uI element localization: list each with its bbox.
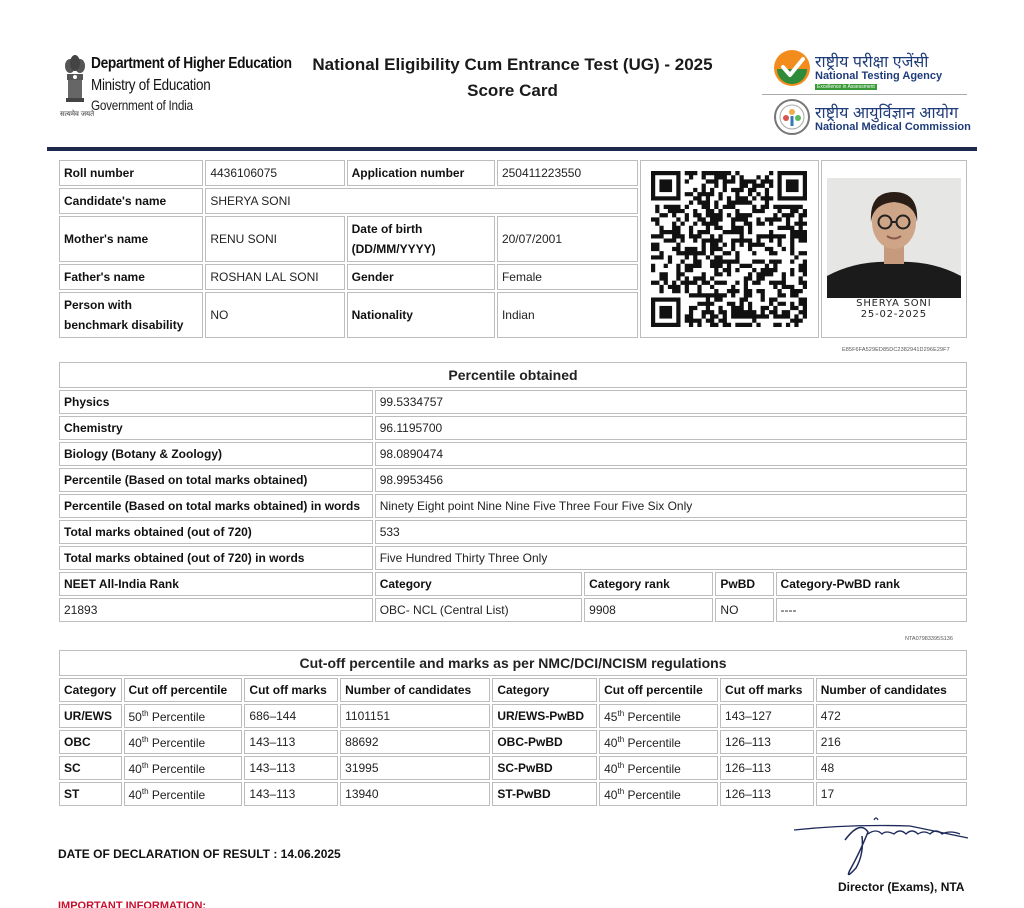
nmc-hindi-name: राष्ट्रीय आयुर्विज्ञान आयोग: [815, 105, 959, 122]
nta-hindi-name: राष्ट्रीय परीक्षा एजेंसी: [815, 54, 929, 71]
page-header: [0, 0, 1024, 152]
percentile-table: [57, 360, 969, 624]
mother-name-value: RENU SONI: [205, 216, 344, 262]
cutoff-category: SC: [59, 756, 122, 780]
cutoff-column-header: Cut off marks: [720, 678, 814, 702]
percentile-number: 40: [128, 787, 142, 802]
cutoff-pwbd-percentile: [599, 704, 718, 728]
cutoff-category: OBC: [59, 730, 122, 754]
cutoff-candidates: 88692: [340, 730, 490, 754]
ordinal-suffix: th: [141, 734, 149, 744]
cutoff-pwbd-marks: 143–127: [720, 704, 814, 728]
pwbd-header: PwBD: [715, 572, 773, 596]
percentile-word: Percentile: [148, 761, 206, 776]
percentile-word: Percentile: [624, 709, 681, 724]
cutoff-marks: 143–113: [244, 782, 338, 806]
category-rank-value: 9908: [584, 598, 713, 622]
table-row: [59, 546, 967, 570]
percentile-word: Percentile: [624, 735, 681, 750]
dob-value: 20/07/2001: [497, 216, 638, 262]
pwbd-value: NO: [715, 598, 773, 622]
declaration-date: DATE OF DECLARATION OF RESULT : 14.06.2025: [58, 847, 341, 861]
ordinal-suffix: th: [141, 708, 149, 718]
cutoff-pwbd-marks: 126–113: [720, 756, 814, 780]
photo-caption-date: 25-02-2025: [860, 309, 927, 320]
ordinal-suffix: th: [141, 786, 149, 796]
percentile-number: 40: [128, 761, 142, 776]
application-value: 250411223550: [497, 160, 638, 186]
percentile-word: Percentile: [148, 787, 206, 802]
nmc-english-name: National Medical Commission: [815, 121, 971, 133]
total-marks-words-value: Five Hundred Thirty Three Only: [375, 546, 967, 570]
table-row: [59, 572, 967, 596]
table-row: [59, 160, 967, 186]
dob-label: Date of birth (DD/MM/YYYY): [347, 216, 495, 262]
cutoff-column-header: Category: [492, 678, 597, 702]
cutoff-candidates: 13940: [340, 782, 490, 806]
ordinal-suffix: th: [617, 734, 625, 744]
cutoff-column-header: Cut off percentile: [599, 678, 718, 702]
roll-label: Roll number: [59, 160, 203, 186]
percentile-heading: Percentile obtained: [59, 362, 967, 388]
ordinal-suffix: th: [617, 786, 625, 796]
title-line-2: Score Card: [467, 81, 558, 100]
table-row: [59, 782, 967, 806]
qr-code-cell: [640, 160, 818, 338]
physics-label: Physics: [59, 390, 373, 414]
table-row: [59, 362, 967, 388]
cutoff-pwbd-percentile: [599, 730, 718, 754]
cutoff-column-header: Number of candidates: [340, 678, 490, 702]
physics-value: 99.5334757: [375, 390, 967, 414]
national-emblem-icon: [62, 52, 88, 116]
total-marks-label: Total marks obtained (out of 720): [59, 520, 373, 544]
table-row: [59, 730, 967, 754]
nta-tagline: Excellence in Assessment: [817, 84, 875, 90]
cutoff-pwbd-marks: 126–113: [720, 730, 814, 754]
cutoff-pwbd-category: UR/EWS-PwBD: [492, 704, 597, 728]
cutoff-marks: 686–144: [244, 704, 338, 728]
father-name-value: ROSHAN LAL SONI: [205, 264, 344, 290]
department-name: [91, 56, 324, 112]
dept-line-3: Government of India: [91, 97, 193, 113]
cutoff-category: UR/EWS: [59, 704, 122, 728]
cutoff-pwbd-candidates: 17: [816, 782, 967, 806]
candidate-details-table: [57, 158, 969, 340]
table-row: [59, 416, 967, 440]
cutoff-heading: Cut-off percentile and marks as per NMC/DCI/NCISM regulations: [59, 650, 967, 676]
chemistry-value: 96.1195700: [375, 416, 967, 440]
gender-value: Female: [497, 264, 638, 290]
table-row: [59, 520, 967, 544]
percentile-word: Percentile: [624, 787, 681, 802]
cutoff-pwbd-category: SC-PwBD: [492, 756, 597, 780]
cutoff-marks: 143–113: [244, 756, 338, 780]
cutoff-table: [57, 648, 969, 808]
cutoff-pwbd-candidates: 216: [816, 730, 967, 754]
candidate-name-value: SHERYA SONI: [205, 188, 638, 214]
table-row: [59, 650, 967, 676]
cutoff-column-header: Cut off percentile: [124, 678, 243, 702]
ordinal-suffix: th: [141, 760, 149, 770]
cutoff-column-header: Category: [59, 678, 122, 702]
dept-line-1: Department of Higher Education: [91, 55, 292, 72]
header-divider: [762, 94, 967, 95]
cutoff-pwbd-marks: 126–113: [720, 782, 814, 806]
nta-logo-icon: [773, 49, 811, 87]
director-signature: [790, 812, 970, 882]
category-pwbd-rank-header: Category-PwBD rank: [776, 572, 967, 596]
total-marks-words-label: Total marks obtained (out of 720) in words: [59, 546, 373, 570]
cutoff-pwbd-candidates: 48: [816, 756, 967, 780]
cutoff-percentile: [124, 730, 243, 754]
qr-code-icon: [651, 171, 807, 327]
percentile-number: 40: [604, 761, 618, 776]
table-row: [59, 756, 967, 780]
application-label: Application number: [347, 160, 495, 186]
pwbd-value: NO: [205, 292, 344, 338]
table-row: [59, 468, 967, 492]
table-row: [59, 442, 967, 466]
category-rank-header: Category rank: [584, 572, 713, 596]
cutoff-percentile: [124, 756, 243, 780]
cutoff-pwbd-category: ST-PwBD: [492, 782, 597, 806]
percentile-number: 50: [128, 709, 142, 724]
table-row: [59, 494, 967, 518]
cutoff-pwbd-candidates: 472: [816, 704, 967, 728]
percentile-word: Percentile: [148, 735, 206, 750]
category-value: OBC- NCL (Central List): [375, 598, 582, 622]
nationality-value: Indian: [497, 292, 638, 338]
cutoff-pwbd-category: OBC-PwBD: [492, 730, 597, 754]
photo-cell: [821, 160, 967, 338]
percentile-number: 40: [604, 735, 618, 750]
nmc-logo-icon: [773, 98, 811, 136]
dept-line-2: Ministry of Education: [91, 77, 211, 94]
cutoff-pwbd-percentile: [599, 782, 718, 806]
important-information-heading: IMPORTANT INFORMATION:: [58, 900, 207, 908]
biology-label: Biology (Botany & Zoology): [59, 442, 373, 466]
page-title: [300, 52, 725, 104]
ordinal-suffix: th: [617, 760, 625, 770]
table-row: [59, 678, 967, 702]
father-name-label: Father's name: [59, 264, 203, 290]
total-percentile-label: Percentile (Based on total marks obtained): [59, 468, 373, 492]
title-line-1: National Eligibility Cum Entrance Test (UG) - 2025: [312, 55, 713, 74]
emblem-caption: सत्यमेव जयते: [60, 111, 95, 118]
cutoff-percentile: [124, 704, 243, 728]
cutoff-candidates: 31995: [340, 756, 490, 780]
photo-caption-name: SHERYA SONI: [856, 298, 932, 309]
category-header: Category: [375, 572, 582, 596]
ordinal-suffix: th: [617, 708, 625, 718]
director-title: Director (Exams), NTA: [838, 880, 965, 894]
cutoff-percentile: [124, 782, 243, 806]
percentile-number: 40: [604, 787, 618, 802]
nta-english-name: National Testing Agency: [815, 70, 943, 82]
reference-code: NTA07983395S136: [905, 636, 953, 642]
gender-label: Gender: [347, 264, 495, 290]
candidate-photo: [827, 178, 961, 298]
cutoff-candidates: 1101151: [340, 704, 490, 728]
cutoff-category: ST: [59, 782, 122, 806]
cutoff-column-header: Number of candidates: [816, 678, 967, 702]
table-row: [59, 598, 967, 622]
total-percentile-words-label: Percentile (Based on total marks obtained) in words: [59, 494, 373, 518]
cutoff-column-header: Cut off marks: [244, 678, 338, 702]
table-row: [59, 704, 967, 728]
nationality-label: Nationality: [347, 292, 495, 338]
pwbd-label: Person with benchmark disability: [59, 292, 203, 338]
percentile-number: 40: [128, 735, 142, 750]
percentile-word: Percentile: [148, 709, 206, 724]
header-bar: [47, 147, 977, 151]
total-percentile-words-value: Ninety Eight point Nine Nine Five Three Four Five Six Only: [375, 494, 967, 518]
mother-name-label: Mother's name: [59, 216, 203, 262]
percentile-word: Percentile: [624, 761, 681, 776]
percentile-number: 45: [604, 709, 618, 724]
candidate-name-label: Candidate's name: [59, 188, 203, 214]
total-marks-value: 533: [375, 520, 967, 544]
cutoff-marks: 143–113: [244, 730, 338, 754]
rank-value: 21893: [59, 598, 373, 622]
table-row: [59, 390, 967, 414]
category-pwbd-rank-value: ----: [776, 598, 967, 622]
cutoff-pwbd-percentile: [599, 756, 718, 780]
rank-header: NEET All-India Rank: [59, 572, 373, 596]
total-percentile-value: 98.9953456: [375, 468, 967, 492]
biology-value: 98.0890474: [375, 442, 967, 466]
chemistry-label: Chemistry: [59, 416, 373, 440]
roll-value: 4436106075: [205, 160, 344, 186]
document-code: E85F6FA529ED85DC2382941D296E29F7: [842, 347, 950, 353]
candidate-portrait-icon: [827, 178, 961, 298]
